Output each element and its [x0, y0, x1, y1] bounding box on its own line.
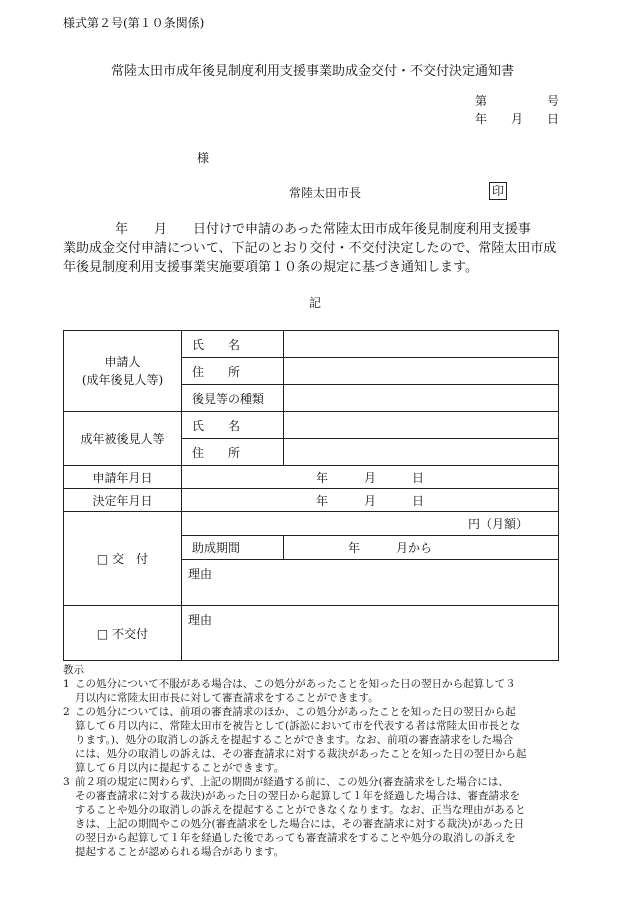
note-number: 3	[63, 776, 70, 788]
ward-address-label: 住 所	[182, 439, 284, 466]
ward-name-field[interactable]	[284, 412, 559, 439]
decide-date-label: 決定年月日	[64, 489, 182, 512]
note-number: 1	[63, 678, 70, 690]
instructions	[63, 663, 573, 859]
document-number: 第 号	[475, 94, 560, 108]
recipient-suffix: 様	[197, 151, 210, 165]
apply-date-field[interactable]: 年 月 日	[182, 466, 559, 489]
document-date: 年 月 日	[475, 112, 560, 126]
grant-amount-field[interactable]: 円（月額）	[182, 512, 559, 536]
applicant-address-label: 住 所	[182, 358, 284, 385]
nongrant-reason-field[interactable]: 理由	[182, 606, 559, 661]
note-item: 1 この処分について不服がある場合は、この処分があったことを知った日の翌日から起算して３ 月以内に常陸太田市長に対して審査請求をすることができます。	[63, 678, 516, 704]
period-label: 助成期間	[182, 536, 284, 560]
ward-name-label: 氏 名	[182, 412, 284, 439]
period-field[interactable]: 年 月から	[284, 536, 559, 560]
application-table	[63, 330, 559, 661]
note-item: 3 前２項の規定に関わらず、上記の期間が経過する前に、この処分(審査請求をした場合には、 その審査請求に対する裁決)があった日の翌日から起算して１年を経過した場合は、審査請求を することや処分の取消しの訴えを提起することができなくなります。なお、正当な理由があると きは、上記の期間やこの処分(審査請求をした場合には、その審査請求に対する裁決)があった日 の翌日から起算して１年を経過した後であっても審査請求をすることや処分の取消しの訴えを 提起することが認められる場合があります。	[63, 776, 526, 858]
ward-label: 成年被後見人等	[64, 412, 182, 466]
body-text	[63, 220, 556, 277]
ward-address-field[interactable]	[284, 439, 559, 466]
form-label: 様式第２号(第１０条関係)	[63, 16, 205, 30]
applicant-address-field[interactable]	[284, 358, 559, 385]
applicant-name-label: 氏 名	[182, 331, 284, 358]
applicant-name-field[interactable]	[284, 331, 559, 358]
body-line: 年後見制度利用支援事業実施要項第１０条の規定に基づき通知します。	[63, 260, 478, 275]
note-item: 2 この処分については、前項の審査請求のほか、この処分があったことを知った日の翌日から起 算して６月以内に、常陸太田市を被告として(訴訟において市を代表する者は常陸太田市長とな ります。)、処分の取消しの訴えを提起することができます。なお、前項の審査請求をした場合 には、処分の取消しの訴えは、その審査請求に対する裁決があったことを知った日の翌日から起 算して６月以内に提起することができます。	[63, 706, 527, 774]
ki-heading: 記	[309, 296, 322, 310]
nongrant-checkbox-label[interactable]: □ 不交付	[64, 606, 182, 661]
note-number: 2	[63, 706, 70, 718]
guardian-type-label: 後見等の種類	[182, 385, 284, 412]
issuer-name: 常陸太田市長	[289, 186, 362, 200]
decide-date-field[interactable]: 年 月 日	[182, 489, 559, 512]
body-line: 業助成金交付申請について、下記のとおり交付・不交付決定したので、常陸太田市成	[63, 241, 557, 256]
instructions-heading: 教示	[63, 664, 84, 676]
grant-checkbox-label[interactable]: □ 交 付	[64, 512, 182, 606]
apply-date-label: 申請年月日	[64, 466, 182, 489]
document-title: 常陸太田市成年後見制度利用支援事業助成金交付・不交付決定通知書	[111, 64, 515, 79]
grant-reason-field[interactable]: 理由	[182, 560, 559, 606]
applicant-label: 申請人 (成年後見人等)	[64, 331, 182, 412]
seal-stamp: 印	[489, 182, 507, 200]
guardian-type-field[interactable]	[284, 385, 559, 412]
body-line: 年 月 日付けで申請のあった常陸太田市成年後見制度利用支援事	[63, 222, 531, 237]
